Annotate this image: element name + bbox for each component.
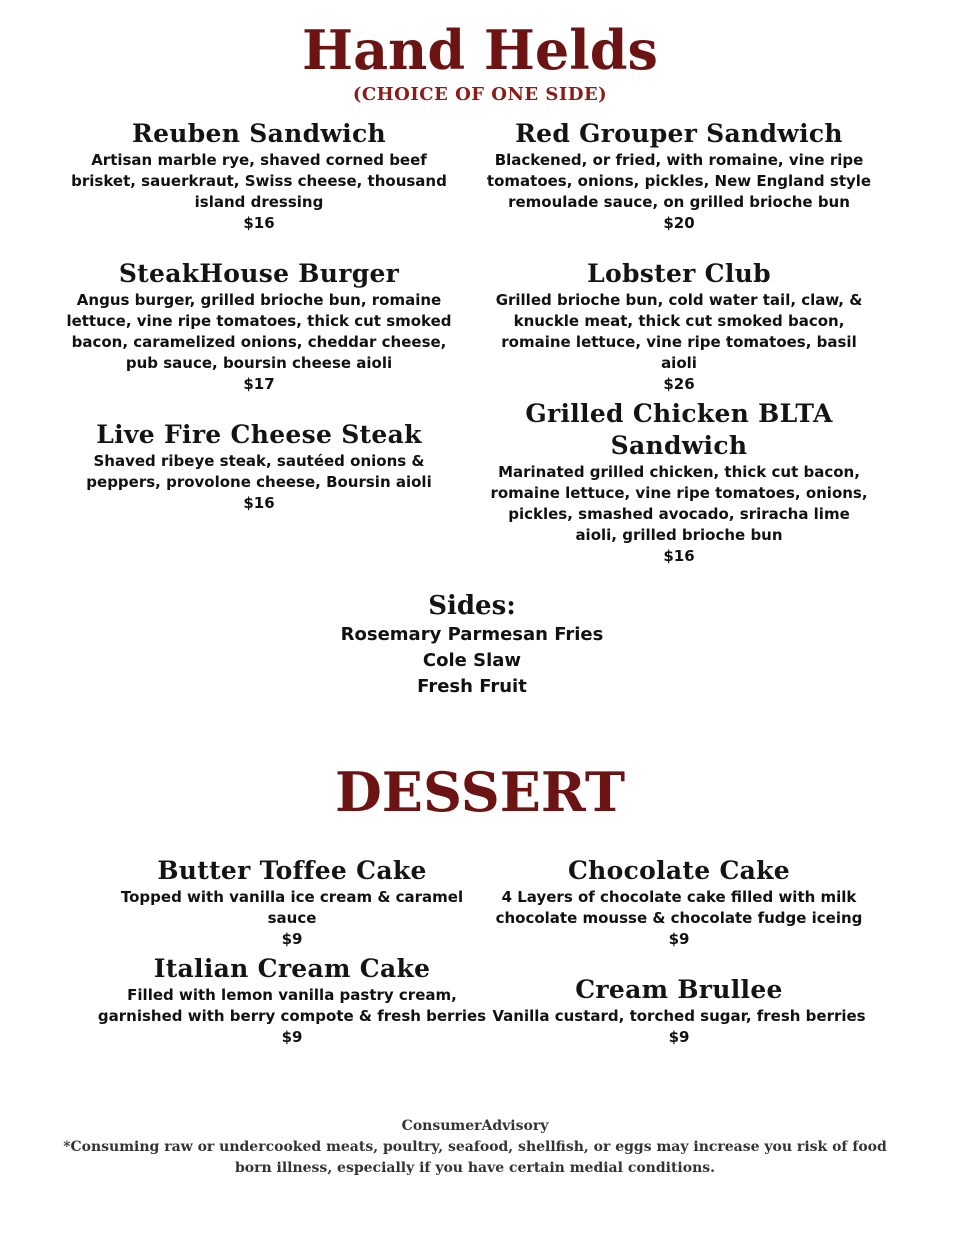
item-name: Grilled Chicken BLTA Sandwich (525, 399, 833, 460)
side-item: Cole Slaw (422, 650, 522, 671)
item-description: Marinated grilled chicken, thick cut bacon, romaine lettuce, vine ripe tomatoes, onions, pickles, smashed avocado, sriracha lime aioli, grilled brioche bun (490, 463, 868, 544)
item-description: Angus burger, grilled brioche bun, romaine lettuce, vine ripe tomatoes, thick cut smoked bacon, caramelized onions, cheddar cheese, pub sauce, boursin cheese aioli (66, 291, 452, 372)
menu-item-italian-cream-cake (95, 953, 489, 1048)
item-description: Shaved ribeye steak, sautéed onions & peppers, provolone cheese, Boursin aioli (86, 452, 432, 491)
menu-item-grilled-chicken-blta (486, 398, 872, 567)
item-price: $26 (663, 375, 695, 393)
side-item: Fresh Fruit (417, 676, 527, 697)
item-description: Grilled brioche bun, cold water tail, claw, & knuckle meat, thick cut smoked bacon, romaine lettuce, vine ripe tomatoes, basil aioli (495, 291, 863, 372)
menu-item-cream-brullee (486, 974, 872, 1048)
item-name: SteakHouse Burger (118, 259, 400, 288)
item-price: $20 (663, 214, 695, 232)
item-price: $16 (243, 494, 275, 512)
item-description: Topped with vanilla ice cream & caramel sauce (120, 888, 464, 927)
item-price: $16 (663, 547, 695, 565)
item-name: Butter Toffee Cake (157, 856, 427, 885)
advisory-text: *Consuming raw or undercooked meats, poultry, seafood, shellfish, or eggs may increase you risk of food born illness, especially if you have certain medial conditions. (63, 1139, 887, 1176)
item-price: $17 (243, 375, 275, 393)
item-description: Artisan marble rye, shaved corned beef brisket, sauerkraut, Swiss cheese, thousand island dressing (71, 151, 447, 211)
item-price: $16 (243, 214, 275, 232)
advisory-title: ConsumerAdvisory (401, 1118, 549, 1134)
item-description: Blackened, or fried, with romaine, vine ripe tomatoes, onions, pickles, New England style remoulade sauce, on grilled brioche bun (486, 151, 872, 211)
sides-section (0, 590, 944, 700)
item-price: $9 (281, 1028, 303, 1046)
menu-item-lobster-club (486, 258, 872, 395)
item-name: Italian Cream Cake (153, 954, 431, 983)
item-price: $9 (281, 930, 303, 948)
hand-helds-subtitle: (CHOICE OF ONE SIDE) (352, 84, 608, 105)
menu-item-steakhouse-burger (62, 258, 456, 395)
menu-item-cheese-steak (62, 419, 456, 514)
item-description: 4 Layers of chocolate cake filled with milk chocolate mousse & chocolate fudge iceing (495, 888, 863, 927)
item-name: Red Grouper Sandwich (515, 119, 843, 148)
item-name: Chocolate Cake (567, 856, 791, 885)
item-description: Filled with lemon vanilla pastry cream, garnished with berry compote & fresh berries (97, 986, 487, 1025)
item-name: Reuben Sandwich (132, 119, 386, 148)
consumer-advisory (60, 1116, 890, 1179)
item-description: Vanilla custard, torched sugar, fresh berries (492, 1007, 866, 1025)
menu-item-chocolate-cake (486, 855, 872, 950)
side-item: Rosemary Parmesan Fries (340, 624, 604, 645)
item-name: Live Fire Cheese Steak (96, 420, 422, 449)
item-name: Cream Brullee (575, 975, 783, 1004)
item-name: Lobster Club (587, 259, 771, 288)
sides-title: Sides: (428, 591, 516, 621)
item-price: $9 (668, 930, 690, 948)
dessert-title: DESSERT (334, 760, 626, 824)
menu-item-reuben (62, 118, 456, 234)
menu-item-butter-toffee-cake (95, 855, 489, 950)
item-price: $9 (668, 1028, 690, 1046)
hand-helds-title: Hand Helds (302, 18, 658, 82)
menu-item-red-grouper (486, 118, 872, 234)
